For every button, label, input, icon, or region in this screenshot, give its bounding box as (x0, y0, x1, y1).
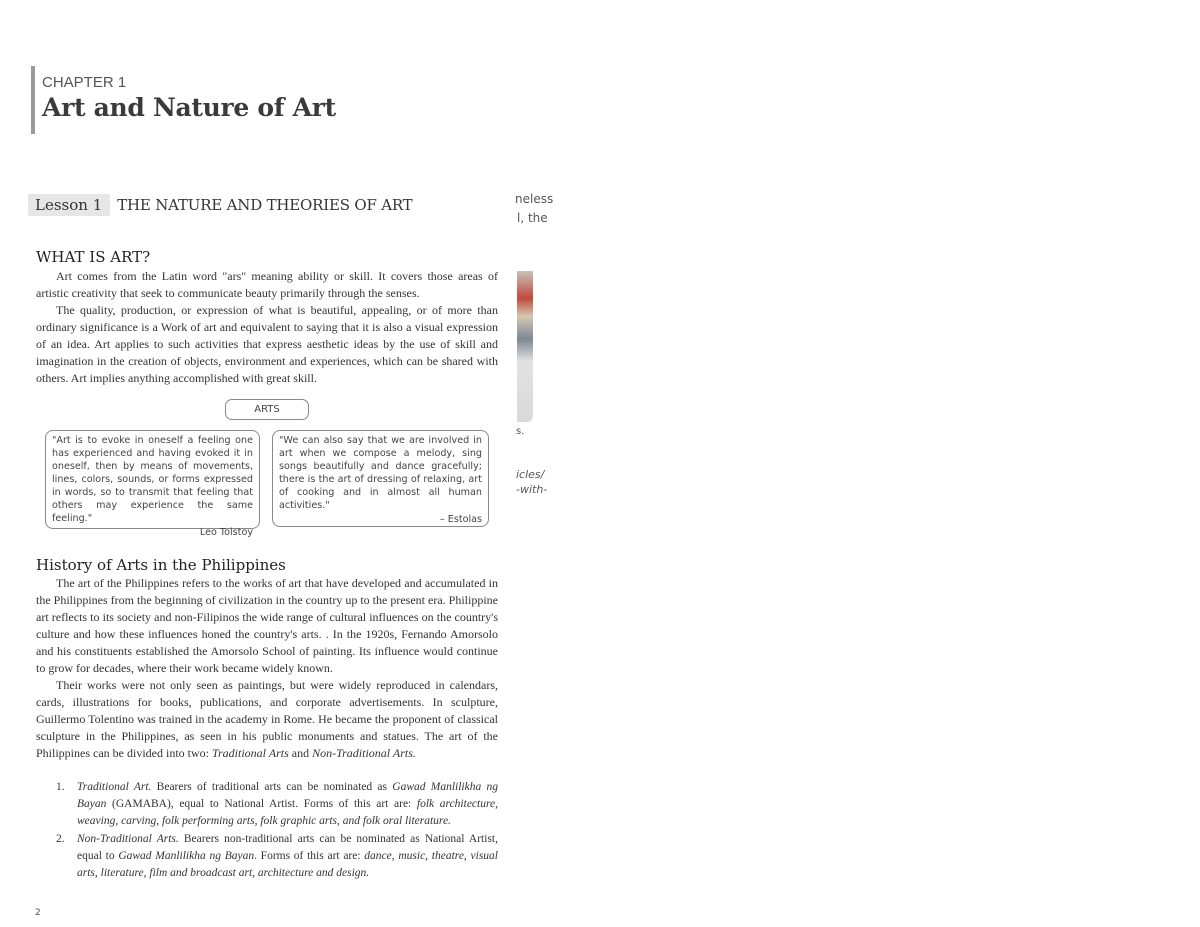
lesson-title: THE NATURE AND THEORIES OF ART (117, 196, 413, 214)
text-run: (GAMABA), equal to National Artist. Forms of this art are: (106, 798, 417, 810)
history-body (36, 575, 498, 762)
list-text (77, 779, 498, 830)
history-heading: History of Arts in the Philippines (36, 556, 286, 574)
cropped-photo (517, 271, 533, 422)
emphasis: Gawad Manlilikha ng Bayan (118, 850, 255, 862)
text-run: and (288, 746, 313, 760)
emphasis: Traditional Art. (77, 781, 152, 793)
list-text (77, 831, 498, 882)
list-number: 2. (56, 833, 65, 845)
lesson-tag: Lesson 1 (28, 194, 110, 216)
emphasis: dance, music, theatre, visual arts, literature, film and broadcast art, architecture and design. (77, 850, 498, 879)
what-is-art-heading: WHAT IS ART? (36, 248, 151, 266)
quote-author: – Estolas (439, 514, 482, 525)
quote-text: "Art is to evoke in oneself a feeling one has experienced and having evoked it in oneself, then by means of movements, lines, colors, sounds, or forms expressed in words, so to transmit that feeling that others may experience the same feeling." (52, 435, 253, 524)
side-text-fragment: s. (516, 426, 525, 437)
side-text-fragment: -with- (516, 483, 548, 496)
text-run: . Forms of this art are: (254, 850, 365, 862)
list-item (56, 831, 498, 882)
text-run: Bearers non-traditional arts can be nominated as National Artist, equal to (77, 833, 498, 862)
chapter-label: CHAPTER 1 (42, 74, 127, 91)
quote-text: "We can also say that we are involved in art when we compose a melody, sing songs beautifully and dance gracefully; there is the art of dressing of relaxing, art of cooking and in almost all human activities." (279, 435, 482, 511)
emphasis: Traditional Arts (211, 746, 289, 760)
side-text-fragment: l, the (517, 211, 548, 225)
art-types-list (56, 779, 498, 883)
quote-card-estolas (272, 430, 489, 527)
side-text-fragment: neless (515, 192, 554, 206)
emphasis: Non-Traditional Arts. (312, 746, 416, 760)
arts-diagram-center: ARTS (225, 399, 309, 420)
emphasis: folk architecture, weaving, carving, folk performing arts, folk graphic arts, and folk oral literature. (77, 798, 498, 827)
list-item (56, 779, 498, 830)
chapter-header (31, 66, 336, 134)
text-run: Their works were not only seen as paintings, but were widely reproduced in calendars, cards, illustrations for books, publications, and corporate advertisements. In sculpture, Guillermo Tolentino was trained in the academy in Rome. He became the proponent of classical sculpture in the Philippines, as seen in his public monuments and statues. The art of the Philippines can be divided into two: (36, 678, 498, 760)
page-number: 2 (35, 908, 41, 918)
what-is-art-body (36, 268, 498, 387)
emphasis: Gawad Manlilikha ng Bayan (77, 781, 498, 810)
paragraph (36, 677, 498, 762)
paragraph: Art comes from the Latin word "ars" meaning ability or skill. It covers those areas of artistic creativity that seek to communicate beauty primarily through the senses. (36, 269, 498, 300)
quote-card-tolstoy (45, 430, 260, 538)
lesson-header (28, 194, 413, 216)
paragraph: The quality, production, or expression of what is beautiful, appealing, or of more than ordinary significance is a Work of art and equivalent to saying that it is also a visual expression of an idea. Art applies to such activities that express aesthetic ideas by the use of skill and imagination in the creation of objects, environment and experiences, which can be shared with others. Art implies anything accomplished with great skill. (36, 303, 498, 385)
quote-author: Leo Tolstoy (199, 527, 253, 538)
text-run: Bearers of traditional arts can be nominated as (151, 781, 393, 793)
emphasis: Non-Traditional Arts. (77, 833, 179, 845)
chapter-title: Art and Nature of Art (42, 93, 336, 122)
side-text-fragment: icles/ (516, 468, 545, 481)
list-number: 1. (56, 781, 65, 793)
paragraph: The art of the Philippines refers to the works of art that have developed and accumulated in the Philippines from the beginning of civilization in the country up to the present era. Philippine art reflects to its society and non-Filipinos the wide range of cultural influences on the country's culture and how these influences honed the country's arts. . In the 1920s, Fernando Amorsolo and his constituents established the Amorsolo School of painting. Its influence would continue to grow for decades, where their work became widely known. (36, 576, 498, 675)
